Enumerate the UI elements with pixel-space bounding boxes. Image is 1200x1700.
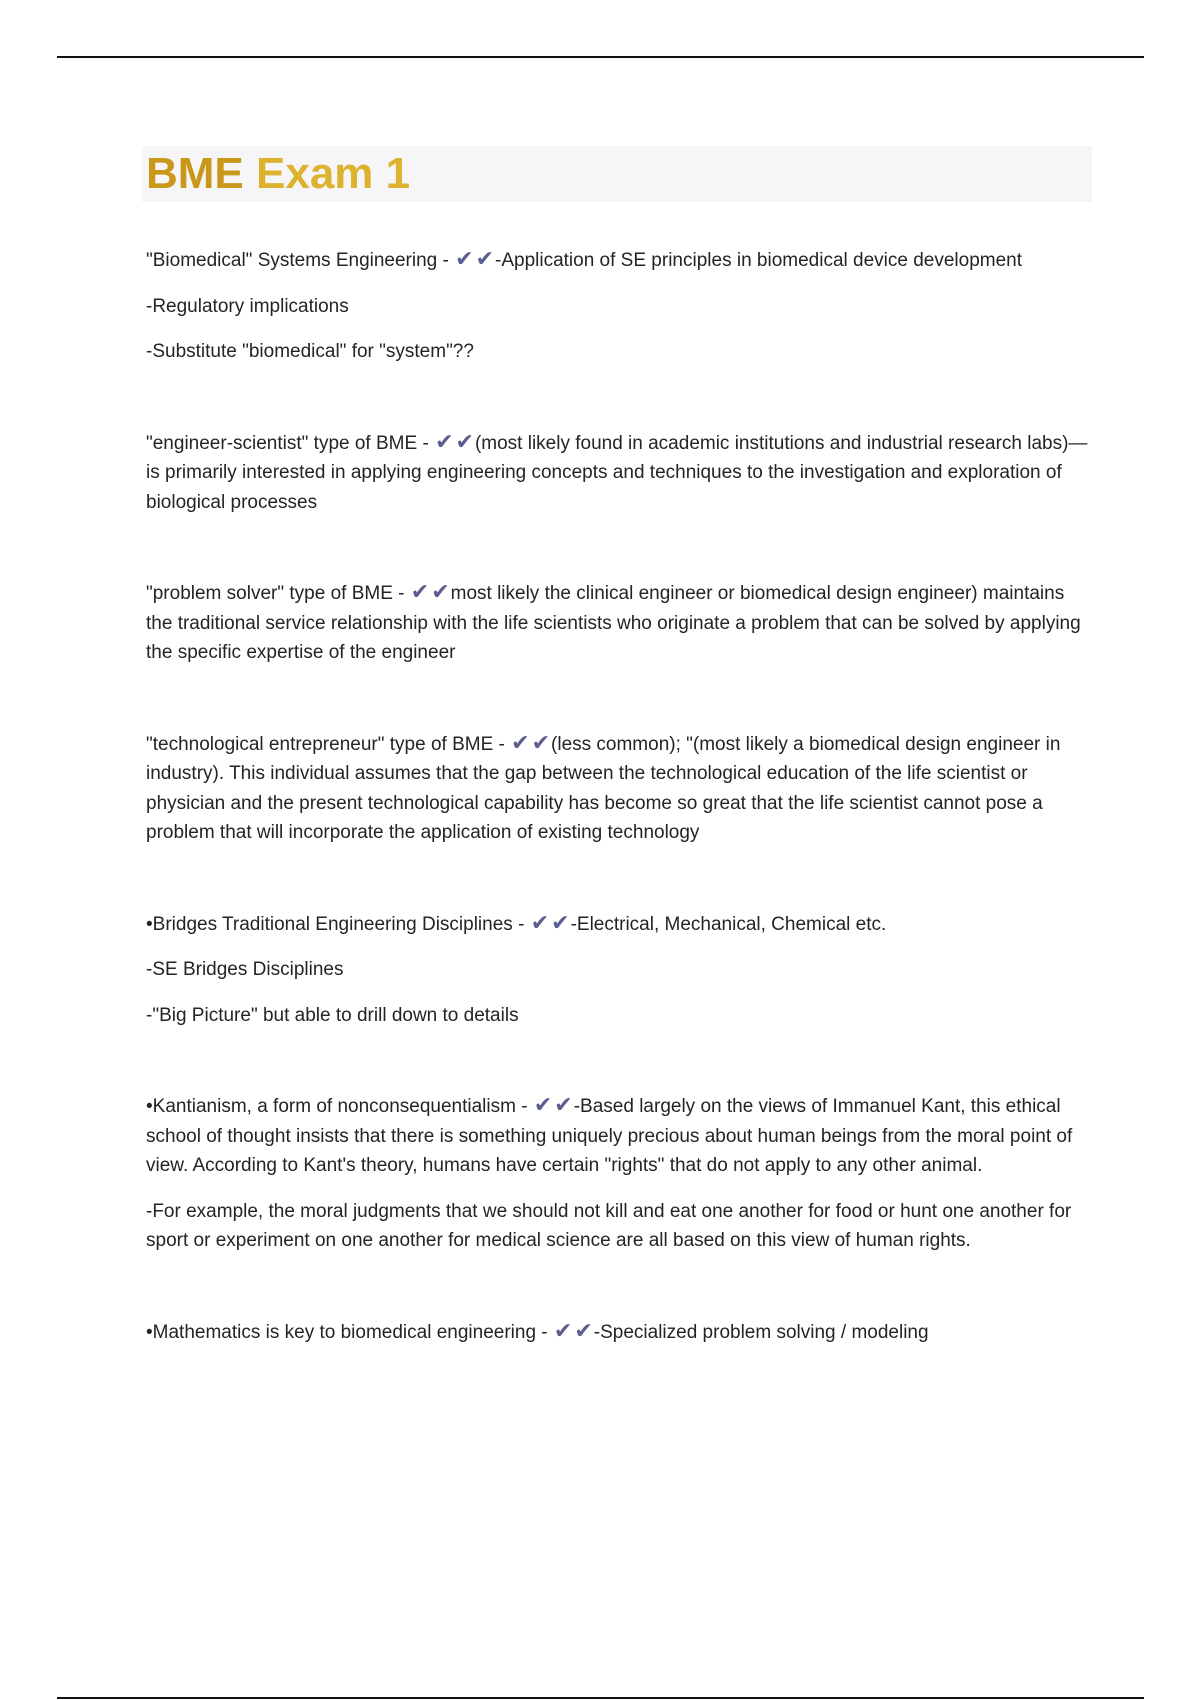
flashcard-extra-line: -SE Bridges Disciplines	[146, 959, 344, 980]
flashcard-definition: -Specialized problem solving / modeling	[593, 1321, 929, 1343]
check-icon: ✔	[455, 428, 474, 454]
flashcard	[146, 579, 1092, 668]
flashcard-term: •Bridges Traditional Engineering Disciplines -	[146, 913, 525, 935]
flashcard-definition: -Application of SE principles in biomedical device development	[495, 250, 1023, 271]
flashcard-main	[146, 1092, 1092, 1181]
flashcard	[146, 1318, 1092, 1348]
check-icon: ✔	[435, 428, 454, 454]
title-word-1: BME	[146, 149, 244, 198]
flashcard-term: •Kantianism, a form of nonconsequentialism -	[146, 1096, 528, 1117]
flashcard-main	[146, 1318, 1092, 1348]
flashcard-main	[146, 429, 1092, 518]
flashcard-definition: most likely the clinical engineer or biomedical design engineer) maintains the traditional service relationship with the life scientists who originate a problem that can be solved by applying the specific expertise of the engineer	[146, 583, 1081, 663]
flashcard-extra-line: -Regulatory implications	[146, 295, 349, 317]
check-icon: ✔	[431, 579, 450, 604]
check-icon: ✔	[551, 909, 570, 935]
flashcard-definition: -Electrical, Mechanical, Chemical etc.	[570, 913, 887, 935]
flashcard-definition: (less common); "(most likely a biomedical design engineer in industry). This individual assumes that the gap between the technological education of the life scientist or physician and the present technological capability has become so great that the life scientist cannot pose a problem that will incorporate the application of existing technology	[146, 733, 1061, 843]
flashcard-main	[146, 910, 1092, 940]
flashcard-term: "problem solver" type of BME -	[146, 583, 405, 604]
check-icon: ✔	[511, 729, 530, 755]
flashcard-list	[146, 246, 1092, 1409]
check-icon: ✔	[574, 1317, 593, 1343]
check-icon: ✔	[531, 729, 551, 755]
flashcard-extra-line: -Substitute "biomedical" for "system"??	[146, 341, 474, 362]
flashcard	[146, 730, 1092, 848]
check-icon: ✔	[455, 246, 474, 271]
flashcard-extra-line: -For example, the moral judgments that we should not kill and eat one another for food or hunt one another for sport or experiment on one another for medical science are all based on this view of human rights.	[146, 1200, 1072, 1251]
page-title	[146, 148, 410, 200]
flashcard-term: •Mathematics is key to biomedical engineering -	[146, 1321, 548, 1343]
flashcard-main	[146, 246, 1092, 276]
flashcard	[146, 1092, 1092, 1256]
check-icon: ✔	[410, 579, 430, 604]
flashcard-main	[146, 730, 1092, 848]
check-icon: ✔	[475, 246, 494, 271]
check-icon: ✔	[530, 909, 550, 935]
bottom-rule	[57, 1697, 1144, 1699]
check-icon: ✔	[533, 1092, 553, 1117]
flashcard-main	[146, 579, 1092, 668]
flashcard	[146, 910, 1092, 1031]
check-icon: ✔	[553, 1317, 573, 1343]
top-rule	[57, 56, 1144, 58]
flashcard	[146, 246, 1092, 367]
flashcard-extra-line: -"Big Picture" but able to drill down to details	[146, 1004, 519, 1026]
flashcard-term: "Biomedical" Systems Engineering -	[146, 250, 449, 271]
flashcard-definition: -Based largely on the views of Immanuel Kant, this ethical school of thought insists that there is something uniquely precious about human beings from the moral point of view. According to Kant's theory, humans have certain "rights" that do not apply to any other animal.	[146, 1096, 1073, 1176]
flashcard-term: "engineer-scientist" type of BME -	[146, 432, 429, 454]
flashcard	[146, 429, 1092, 518]
flashcard-term: "technological entrepreneur" type of BME -	[146, 733, 505, 755]
check-icon: ✔	[554, 1092, 573, 1117]
flashcard-definition: (most likely found in academic institutions and industrial research labs)—is primarily interested in applying engineering concepts and techniques to the investigation and exploration of biological processes	[146, 432, 1088, 513]
title-word-2: Exam 1	[256, 149, 411, 198]
